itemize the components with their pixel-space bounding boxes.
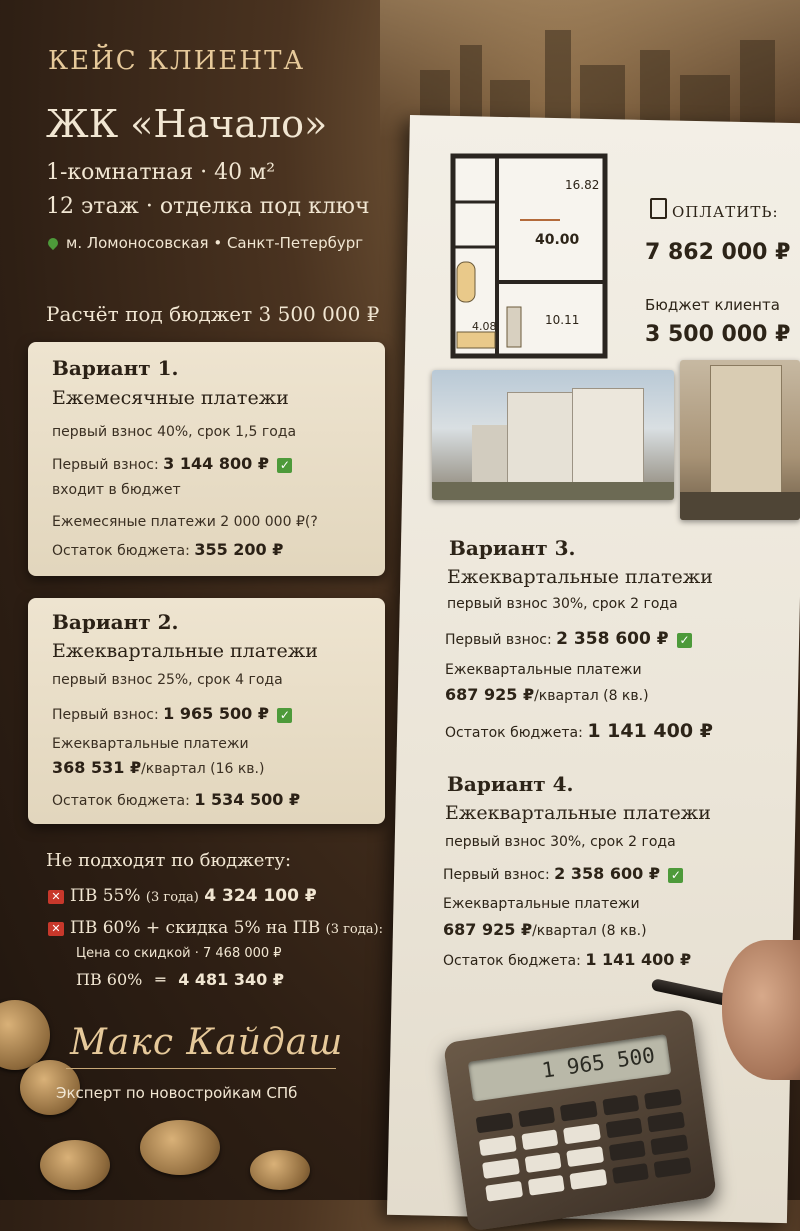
remainder-label: Остаток бюджета: <box>443 953 581 969</box>
payments-row <box>445 685 649 704</box>
variant-terms: первый взнос 30%, срок 2 года <box>445 834 676 850</box>
variant-title: Вариант 4. <box>447 772 574 796</box>
variant-terms: первый взнос 25%, срок 4 года <box>52 672 283 688</box>
calculator-display-value: 1 965 500 <box>540 1043 657 1083</box>
discount-price: Цена со скидкой · 7 468 000 ₽ <box>76 946 282 961</box>
payments-value: 687 925 ₽ <box>443 920 533 939</box>
payments-value: 368 531 ₽ <box>52 758 142 777</box>
payments-label: Ежеквартальные платежи <box>52 736 249 752</box>
calculator-keys <box>476 1089 692 1202</box>
not-fit-item-1 <box>48 886 317 906</box>
first-payment-row <box>443 864 683 883</box>
payments-row <box>52 758 264 777</box>
remainder-value: 355 200 ₽ <box>194 540 284 559</box>
remainder-value: 1 534 500 ₽ <box>194 790 301 809</box>
price-label: ОПЛАТИТЬ: <box>672 203 779 221</box>
variant-subtitle: Ежеквартальные платежи <box>52 640 318 662</box>
payments-unit: /квартал (8 кв.) <box>534 688 649 704</box>
plan-kitchen-area: 10.11 <box>545 313 580 327</box>
remainder-value: 1 141 400 ₽ <box>587 720 713 742</box>
remainder-label: Остаток бюджета: <box>52 543 190 559</box>
payments-line: Ежемесяные платежи 2 000 000 ₽(? <box>52 514 318 530</box>
not-fit-item-2 <box>48 918 383 938</box>
variant-terms: первый взнос 30%, срок 2 года <box>447 596 678 612</box>
coin-image <box>250 1150 310 1190</box>
remainder-label: Остаток бюджета: <box>445 725 583 741</box>
variant-terms: первый взнос 40%, срок 1,5 года <box>52 424 297 440</box>
pv-value: 4 481 340 ₽ <box>178 970 284 989</box>
expert-role: Эксперт по новостройкам СПб <box>56 1084 298 1102</box>
client-budget-value: 3 500 000 ₽ <box>645 322 791 347</box>
remainder-label: Остаток бюджета: <box>52 793 190 809</box>
equals-sign: ═ <box>155 970 166 989</box>
coin-image <box>0 1000 50 1070</box>
not-fit-item-label: ПВ 60% + скидка 5% на ПВ <box>70 918 321 938</box>
plan-total-area: 40.00 <box>535 232 580 248</box>
not-fit-heading: Не подходят по бюджету: <box>46 850 292 871</box>
document-icon <box>650 198 667 219</box>
variant-title: Вариант 1. <box>52 356 179 380</box>
signature: Макс Кайдаш <box>70 1022 344 1063</box>
first-payment-row <box>52 704 292 723</box>
coin-image <box>140 1120 220 1175</box>
remainder-row <box>52 540 283 559</box>
building-photo <box>680 360 800 520</box>
variant-title: Вариант 2. <box>52 610 179 634</box>
remainder-row <box>445 720 713 742</box>
first-payment-row <box>445 629 692 649</box>
remainder-value: 1 141 400 ₽ <box>585 950 692 969</box>
first-payment-value: 3 144 800 ₽ <box>163 454 269 473</box>
complex-name: ЖК «Начало» <box>46 102 328 146</box>
price-value: 7 862 000 ₽ <box>645 240 791 265</box>
first-payment-value: 2 358 600 ₽ <box>554 864 660 883</box>
payments-unit: /квартал (16 кв.) <box>141 761 265 777</box>
client-budget-label: Бюджет клиента <box>645 296 780 314</box>
variant-3-block <box>445 532 795 747</box>
plan-room-area: 16.82 <box>565 178 600 192</box>
check-icon: ✓ <box>277 458 292 473</box>
check-icon: ✓ <box>668 868 683 883</box>
not-fit-item-term: (3 года): <box>325 922 383 937</box>
first-payment-label: Первый взнос: <box>52 457 159 473</box>
not-fit-item-value: 4 324 100 ₽ <box>204 886 317 906</box>
pv-60-row <box>76 970 284 989</box>
check-icon: ✓ <box>277 708 292 723</box>
variant-2-card <box>28 598 385 824</box>
variant-title: Вариант 3. <box>449 536 576 560</box>
variant-subtitle: Ежемесячные платежи <box>52 387 289 409</box>
check-icon: ✓ <box>677 633 692 648</box>
first-payment-label: Первый взнос: <box>443 867 550 883</box>
first-payment-row <box>52 454 292 473</box>
building-photo <box>432 370 674 500</box>
first-payment-value: 1 965 500 ₽ <box>163 704 269 723</box>
case-label: КЕЙС КЛИЕНТА <box>48 46 306 76</box>
remainder-row <box>52 790 300 809</box>
cross-icon: ✕ <box>48 890 64 904</box>
signature-underline <box>66 1068 336 1069</box>
location-pin-icon <box>46 236 60 250</box>
variant-subtitle: Ежеквартальные платежи <box>447 566 713 588</box>
variant-1-card <box>28 342 385 576</box>
not-fit-item-term: (3 года) <box>145 890 199 905</box>
payments-value: 687 925 ₽ <box>445 685 535 704</box>
budget-line: Расчёт под бюджет 3 500 000 ₽ <box>46 302 380 326</box>
pv-label: ПВ 60% <box>76 970 143 989</box>
variant-4-block <box>443 768 793 978</box>
first-payment-note: входит в бюджет <box>52 482 181 498</box>
payments-unit: /квартал (8 кв.) <box>532 923 647 939</box>
calculator-display <box>468 1034 672 1101</box>
first-payment-label: Первый взнос: <box>52 707 159 723</box>
coin-image <box>40 1140 110 1190</box>
remainder-row <box>443 950 691 969</box>
calculator-image <box>443 1009 717 1231</box>
first-payment-label: Первый взнос: <box>445 632 552 648</box>
variant-subtitle: Ежеквартальные платежи <box>445 802 711 824</box>
payments-row <box>443 920 647 939</box>
payments-label: Ежеквартальные платежи <box>445 662 642 678</box>
apartment-info: 1-комнатная · 40 м² <box>46 160 276 185</box>
first-payment-value: 2 358 600 ₽ <box>556 629 669 649</box>
plan-bath-area: 4.08 <box>472 320 497 333</box>
payments-label: Ежеквартальные платежи <box>443 896 640 912</box>
not-fit-item-label: ПВ 55% <box>70 886 141 906</box>
floor-finish-info: 12 этаж · отделка под ключ <box>46 194 370 219</box>
location: м. Ломоносовская • Санкт-Петербург <box>66 234 364 252</box>
cross-icon: ✕ <box>48 922 64 936</box>
